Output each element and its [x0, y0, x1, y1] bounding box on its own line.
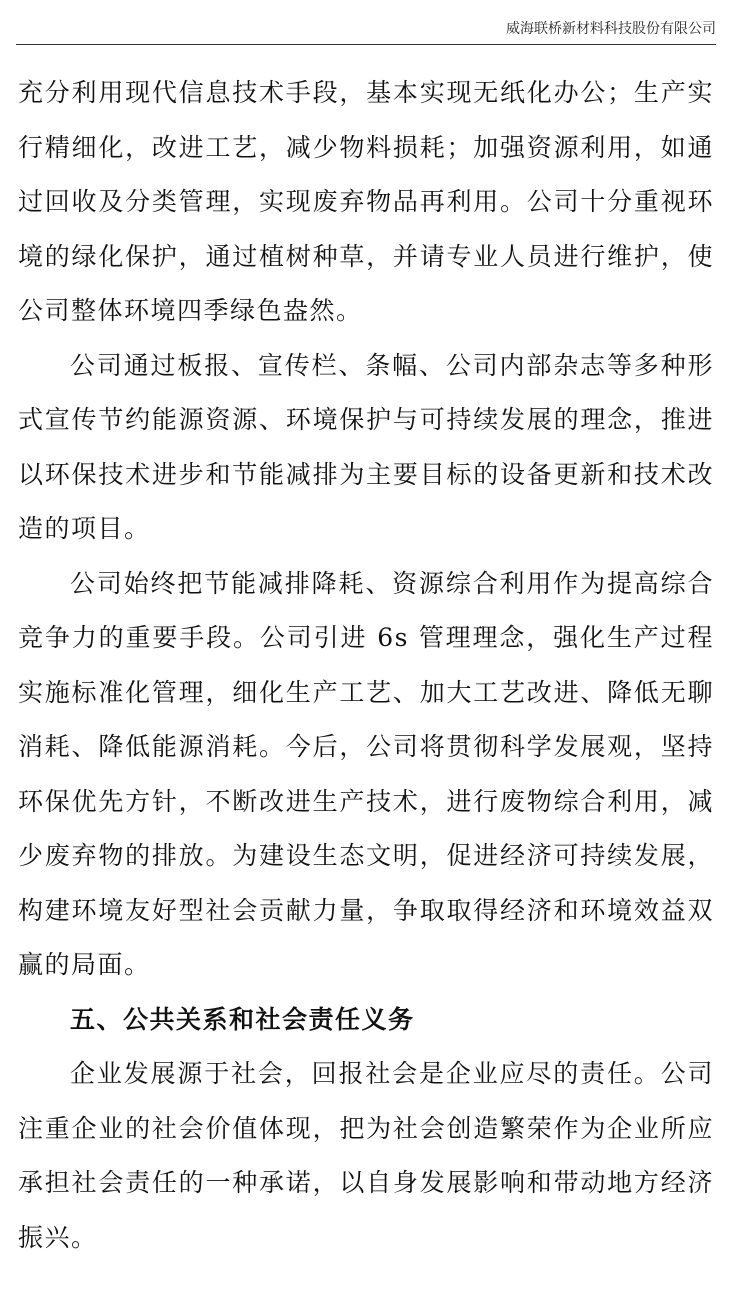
section-heading: 五、公共关系和社会责任义务 — [70, 1004, 415, 1034]
paragraph-publicity: 公司通过板报、宣传栏、条幅、公司内部杂志等多种形式宣传节约能源资源、环境保护与可持续发展的理念，推进以环保技术进步和节能减排为主要目标的设备更新和技术改造的项目。 — [18, 350, 714, 543]
document-body — [18, 66, 714, 1265]
header-divider — [16, 44, 716, 45]
paragraph-energy-saving: 公司始终把节能减排降耗、资源综合利用作为提高综合竞争力的重要手段。公司引进 6s 管理理念，强化生产过程实施标准化管理，细化生产工艺、加大工艺改进、降低无聊消耗、降低能源消耗。今后，公司将贯彻科学发展观，坚持环保优先方针，不断改进生产技术，进行废物综合利用，减少废弃物的排放。为建设生态文明，促进经济可持续发展，构建环境友好型社会贡献力量，争取取得经济和环境效益双赢的局面。 — [18, 568, 714, 979]
paragraph-continued: 充分利用现代信息技术手段，基本实现无纸化办公；生产实行精细化，改进工艺，减少物料损耗；加强资源利用，如通过回收及分类管理，实现废弃物品再利用。公司十分重视环境的绿化保护，通过植树种草，并请专业人员进行维护，使公司整体环境四季绿色盎然。 — [18, 78, 714, 325]
paragraph-social-responsibility: 企业发展源于社会，回报社会是企业应尽的责任。公司注重企业的社会价值体现，把为社会创造繁荣作为企业所应承担社会责任的一种承诺，以自身发展影响和带动地方经济振兴。 — [18, 1059, 714, 1252]
page-header: 威海联桥新材料科技股份有限公司 — [506, 21, 716, 37]
